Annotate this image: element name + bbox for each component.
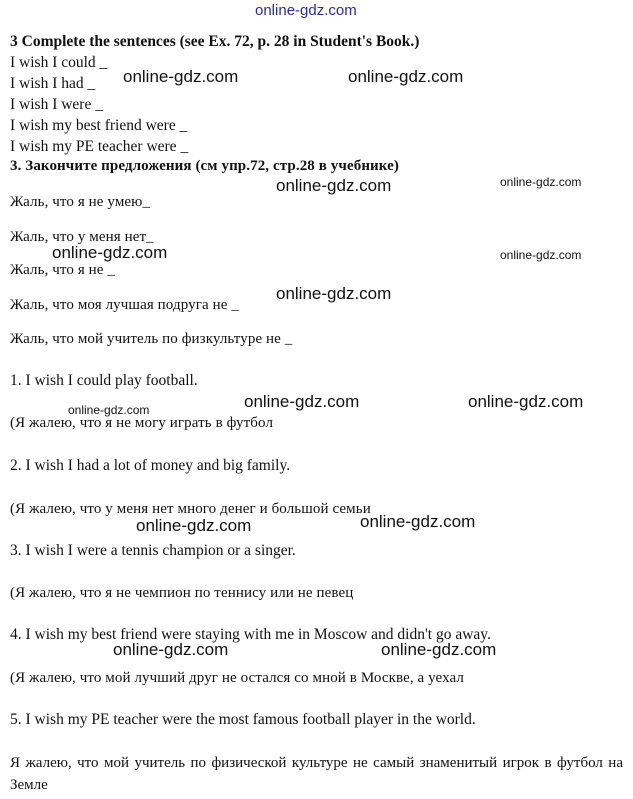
answer-en: 2. I wish I had a lot of money and big family. (10, 457, 291, 474)
answer-ru: (Я жалею, что мой лучший друг не остался со мной в Москве, а уехал (10, 670, 464, 686)
watermark: online-gdz.com (276, 284, 392, 303)
watermark: online-gdz.com (276, 176, 392, 195)
header-watermark: online-gdz.com (255, 2, 357, 19)
exercise-ru-line: Жаль, что мой учитель по физкультуре не _ (10, 331, 293, 347)
watermark: online-gdz.com (500, 248, 582, 262)
watermark: online-gdz.com (500, 175, 582, 189)
exercise-ru-title: 3. Закончите предложения (см упр.72, стр.28 в учебнике) (10, 158, 400, 174)
watermark: online-gdz.com (381, 640, 497, 659)
watermark: online-gdz.com (113, 640, 229, 659)
answer-ru: (Я жалею, что у меня нет много денег и большой семьи (10, 501, 371, 517)
watermark: online-gdz.com (123, 67, 239, 86)
answer-ru: (Я жалею, что я не чемпион по теннису или не певец (10, 585, 354, 601)
exercise-en-line: I wish my PE teacher were _ (10, 138, 189, 155)
watermark: online-gdz.com (468, 392, 584, 411)
exercise-ru-line: Жаль, что я не умею_ (10, 194, 151, 210)
answer-en: 1. I wish I could play football. (10, 372, 198, 389)
exercise-ru-line: Жаль, что у меня нет_ (10, 229, 154, 245)
answer-en: 5. I wish my PE teacher were the most famous football player in the world. (10, 711, 476, 728)
exercise-en-title: 3 Complete the sentences (see Ex. 72, p. 28 in Student's Book.) (10, 33, 420, 50)
watermark: online-gdz.com (68, 403, 150, 417)
watermark: online-gdz.com (348, 67, 464, 86)
exercise-en-line: I wish I were _ (10, 96, 103, 113)
answer-en: 4. I wish my best friend were staying with me in Moscow and didn't go away. (10, 626, 491, 643)
exercise-en-line: I wish I had _ (10, 75, 96, 92)
exercise-ru-line: Жаль, что моя лучшая подруга не _ (10, 297, 239, 313)
watermark: online-gdz.com (360, 512, 476, 531)
exercise-en-line: I wish I could _ (10, 54, 108, 71)
watermark: online-gdz.com (52, 243, 168, 262)
exercise-ru-line: Жаль, что я не _ (10, 262, 116, 278)
watermark: online-gdz.com (136, 516, 252, 535)
watermark: online-gdz.com (244, 392, 360, 411)
answer-ru: (Я жалею, что я не могу играть в футбол (10, 415, 274, 431)
answer-ru: Я жалею, что мой учитель по физической культуре не самый знаменитый игрок в футбол на Земле (10, 755, 623, 793)
answer-en: 3. I wish I were a tennis champion or a singer. (10, 542, 296, 559)
exercise-en-line: I wish my best friend were _ (10, 117, 188, 134)
